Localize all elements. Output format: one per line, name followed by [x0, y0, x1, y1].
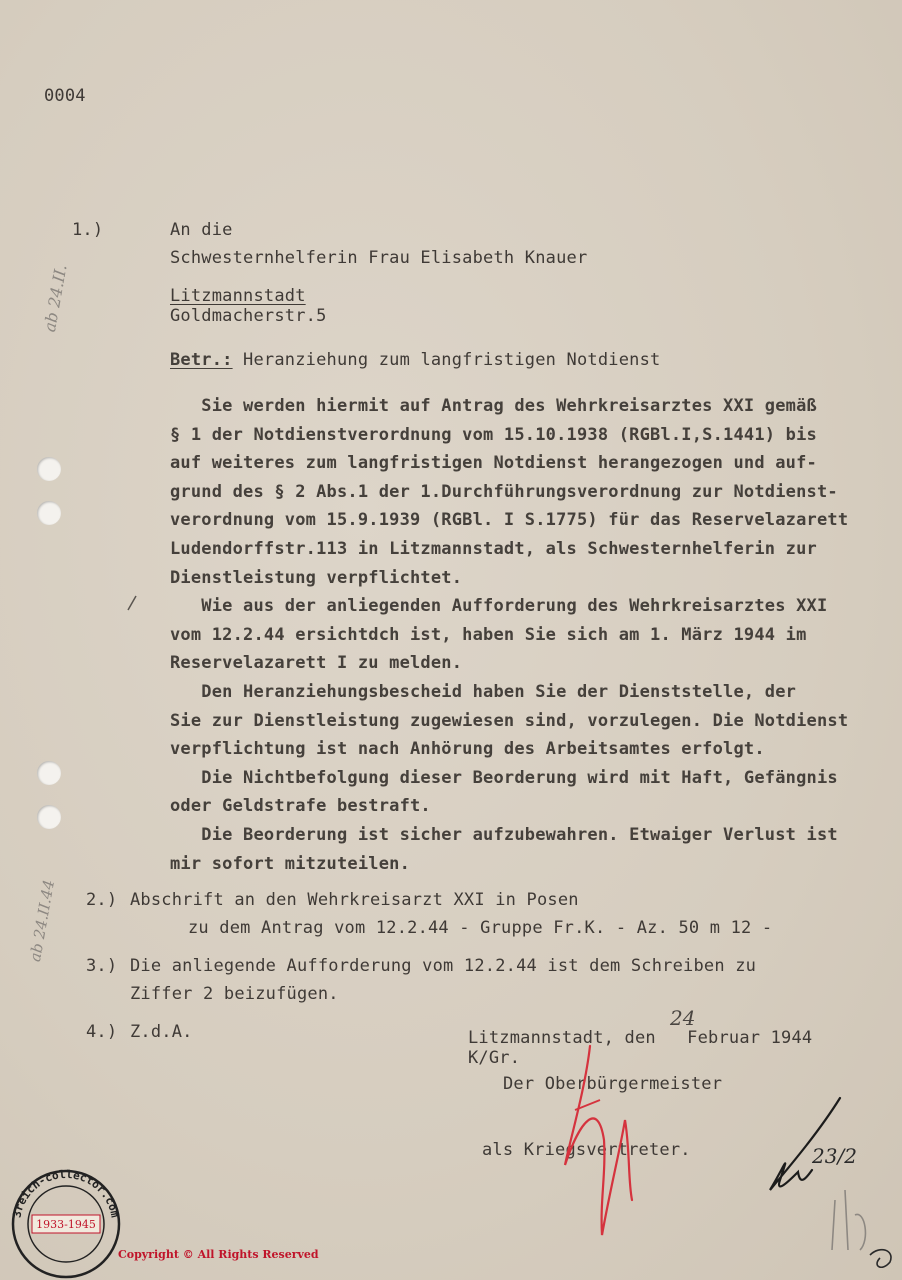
recipient-street: Goldmacherstr.5 [170, 306, 327, 326]
subject-label: Betr.: [170, 350, 233, 370]
stamp-years: 1933-1945 [36, 1218, 96, 1231]
document-number: 0004 [44, 86, 86, 106]
handwritten-day: 24 [670, 1006, 696, 1030]
item-2-line-2: zu dem Antrag vom 12.2.44 - Gruppe Fr.K. - Az. 50 m 12 - [188, 918, 773, 938]
item-2-line-1: Abschrift an den Wehrkreisarzt XXI in Posen [130, 890, 579, 910]
place-date-suffix: Februar 1944 [687, 1028, 813, 1048]
body-line: verpflichtung ist nach Anhörung des Arbeitsamtes erfolgt. [170, 739, 765, 760]
body-line: oder Geldstrafe bestraft. [170, 796, 431, 817]
item-1-marker: 1.) [72, 220, 104, 240]
body-line: vom 12.2.44 ersichtdch ist, haben Sie sich am 1. März 1944 im [170, 624, 807, 645]
body-line: verordnung vom 15.9.1939 (RGBl. I S.1775) für das Reservelazarett [170, 510, 849, 531]
item-3-marker: 3.) [86, 956, 118, 976]
item-2-marker: 2.) [86, 890, 118, 910]
handwritten-signature-date: 23/2 [812, 1144, 857, 1168]
body-line: Die Beorderung ist sicher aufzubewahren. Etwaiger Verlust ist [170, 825, 838, 845]
body-line: § 1 der Notdienstverordnung vom 15.10.1938 (RGBl.I,S.1441) bis [170, 424, 817, 445]
recipient-city: Litzmannstadt [170, 286, 306, 306]
signatory-title: Der Oberbürgermeister [503, 1074, 723, 1094]
body-line: Dienstleistung verpflichtet. [170, 567, 463, 588]
body-line: Die Nichtbefolgung dieser Beorderung wird mit Haft, Gefängnis [170, 767, 838, 788]
body-line: Reservelazarett I zu melden. [170, 653, 463, 674]
red-pencil-paraph [565, 1046, 632, 1235]
item-4-marker: 4.) [86, 1022, 118, 1042]
item-3-line-2: Ziffer 2 beizufügen. [130, 984, 339, 1004]
subject-text: Heranziehung zum langfristigen Notdienst [243, 350, 661, 370]
body-line: Ludendorffstr.113 in Litzmannstadt, als Schwesternhelferin zur [170, 539, 817, 559]
stamp-brand: 3reich-collector.com [10, 1168, 122, 1219]
item-4-text: Z.d.A. [130, 1022, 193, 1042]
body-line: Den Heranziehungsbescheid haben Sie der Dienststelle, der [170, 682, 797, 702]
reference-code: K/Gr. [468, 1048, 521, 1068]
pencil-margin-note: ab 24.II.44 [26, 878, 59, 964]
item-3-line-1: Die anliegende Aufforderung vom 12.2.44 ist dem Schreiben zu [130, 956, 757, 976]
pencil-margin-note: ab 24.II. [40, 262, 71, 334]
body-line: mir sofort mitzuteilen. [170, 853, 411, 874]
copyright-notice: Copyright © All Rights Reserved [118, 1248, 319, 1261]
body-line: Wie aus der anliegenden Aufforderung des Wehrkreisarztes XXI [170, 596, 828, 617]
recipient-salutation: An die [170, 220, 233, 240]
body-line: Sie werden hiermit auf Antrag des Wehrkreisarztes XXI gemäß [170, 396, 817, 416]
collector-stamp [10, 1168, 122, 1280]
signature [770, 1098, 840, 1190]
svg-text:3reich-collector.com [10, 1168, 121, 1219]
signatory-role: als Kriegsvertreter. [482, 1140, 691, 1160]
place-date-prefix: Litzmannstadt, den [468, 1028, 656, 1048]
body-line: auf weiteres zum langfristigen Notdienst herangezogen und auf- [170, 453, 817, 474]
body-line: grund des § 2 Abs.1 der 1.Durchführungsverordnung zur Notdienst- [170, 481, 838, 502]
body-line: Sie zur Dienstleistung zugewiesen sind, vorzulegen. Die Notdienst [170, 710, 849, 731]
recipient-name: Schwesternhelferin Frau Elisabeth Knauer [170, 248, 588, 268]
